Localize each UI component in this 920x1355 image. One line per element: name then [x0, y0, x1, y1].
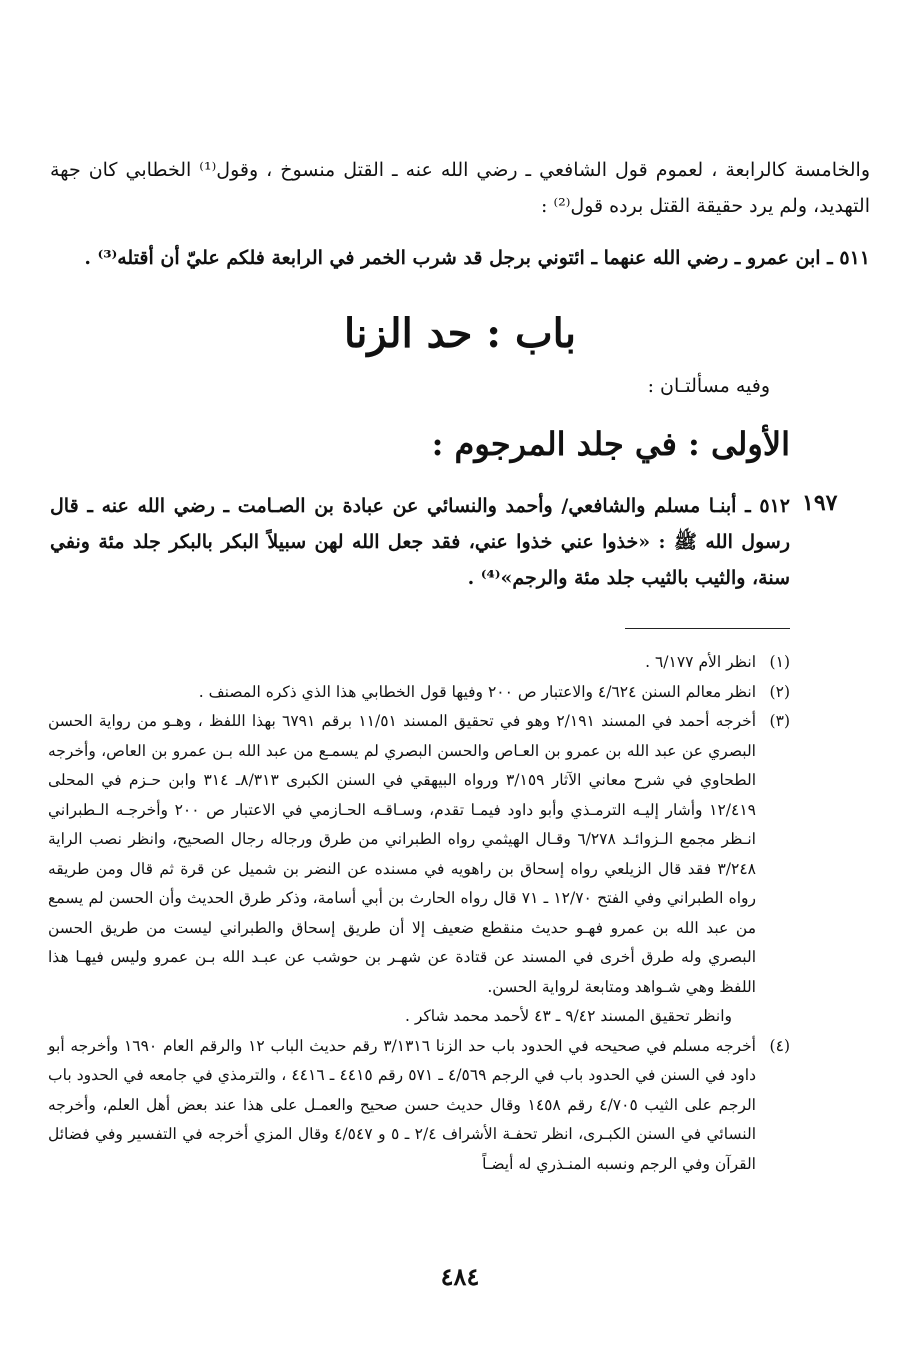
footnote-3 — [48, 707, 790, 1002]
footnote-1 — [48, 648, 790, 678]
footnote-text: انظر معالم السنن ٤/٦٢٤ والاعتبار ص ٢٠٠ وفيها قول الخطابي هذا الذي ذكره المصنف . — [198, 682, 756, 701]
footnote-4 — [48, 1032, 790, 1180]
chapter-title: باب : حد الزنا — [344, 310, 576, 357]
hadith-512: ٥١٢ ـ أبنـا مسلم والشافعي/ وأحمد والنسائي عن عبادة بن الصـامت ـ رضي الله عنه ـ قال رسول الله ﷺ : «خذوا عني خذوا عني، فقد جعل الله لهن سبيلاً البكر بالبكر جلد مئة ونفي سنة، والثيب بالثيب جلد مئة والرجم»⁽⁴⁾ . — [50, 495, 790, 589]
footnote-text: أخرجه مسلم في صحيحه في الحدود باب حد الزنا ٣/١٣١٦ رقم حديث الباب ١٢ والرقم العام ١٦٩٠ وأخرجه أبو داود في السنن في الحدود باب في الرجم ٤/٥٦٩ ـ ٥٧١ رقم ٤٤١٥ ـ ٤٤١٦ ، والترمذي في جامعه في الحدود باب الرجم على الثيب ٤/٧٠٥ رقم ١٤٥٨ وقال حديث حسن صحيح والعمـل على هذا عند بعض أهل العلم، وأخرجه النسائي في السنن الكبـرى، انظر تحفـة الأشراف ٢/٤ ـ ٥ و ٤/٥٤٧ وقال المزي أخرجه في التفسير وفي فضائل القرآن وفي الرجم ونسبه المنـذري له أيضـاً — [48, 1036, 757, 1173]
footnote-text: أخرجه أحمد في المسند ٢/١٩١ وهو في تحقيق المسند ١١/٥١ برقم ٦٧٩١ بهذا اللفظ ، وهـو من رواية الحسن البصري عن عبد الله بن عمرو بن العـاص والحسن البصري لم يسمـع من عبد الله بـن عمرو بن العاص، وأخرجه الطحاوي في شرح معاني الآثار ٣/١٥٩ ورواه البيهقي في السنن الكبرى ٨/٣١٣ـ ٣١٤ وابن حـزم في المحلى ١٢/٤١٩ وأشار إليـه الترمـذي وأبو داود فيمـا تقدم، وسـاقـه الحـازمي في الاعتبار ص ٢٠٠ وأخرجـه الـطبراني انـظر مجمع الـزوائـد ٦/٢٧٨ وقـال الهيثمي رواه الطبراني من طرق ورجاله رجال الصحيح، وانظر نصب الراية ٣/٢٤٨ فقد قال الزيلعي رواه إسحاق بن راهويه في مسنده عن النضر بن شميل عن قرة ثم قال ومن طريقه رواه الطبراني وفي الفتح ١٢/٧٠ ـ ٧١ قال رواه الحارث بن أبي أسامة، وذكر طرق الحديث وأن الحسن لم يسمع من عبد الله بن عمرو فهـو حديث منقطع ضعيف إلا أن طريق إسحاق والطبراني ليست من طريق الحسن البصري وله طرق أخرى في المسند عن قتادة عن شهـر بن حوشب عن عبـد الله بـن عمرو وليس فيهـا هذا اللفظ وهي شـواهد ومتابعة لرواية الحسن. — [48, 712, 757, 996]
page-number: ٤٨٤ — [440, 1262, 480, 1291]
footnote-mark: (٤) — [769, 1036, 790, 1055]
footnote-mark: (٣) — [769, 712, 790, 730]
issues-intro: وفيه مسألتـان : — [647, 375, 770, 397]
margin-number: ١٩٧ — [802, 490, 838, 516]
footnote-3-continuation — [48, 1002, 790, 1032]
footnotes — [48, 648, 790, 1179]
hadith-511: ٥١١ ـ ابن عمرو ـ رضي الله عنهما ـ ائتوني برجل قد شرب الخمر في الرابعة فلكم عليّ أن أقتله⁽³⁾ . — [84, 247, 870, 269]
footnote-mark: (١) — [769, 653, 790, 671]
intro-paragraph: والخامسة كالرابعة ، لعموم قول الشافعي ـ رضي الله عنه ـ القتل منسوخ ، وقول⁽¹⁾ الخطابي كان جهة التهديد، ولم يرد حقيقة القتل برده قول⁽²⁾ : — [50, 159, 870, 217]
footnote-text: وانظر تحقيق المسند ٩/٤٢ ـ ٤٣ لأحمد محمد شاكر . — [404, 1007, 732, 1025]
footnote-separator — [625, 628, 790, 629]
footnote-mark: (٢) — [769, 682, 790, 701]
footnote-text: انظر الأم ٦/١٧٧ . — [645, 653, 756, 671]
footnote-2 — [48, 678, 790, 708]
issue-one-title: الأولى : في جلد المرجوم : — [431, 425, 790, 463]
